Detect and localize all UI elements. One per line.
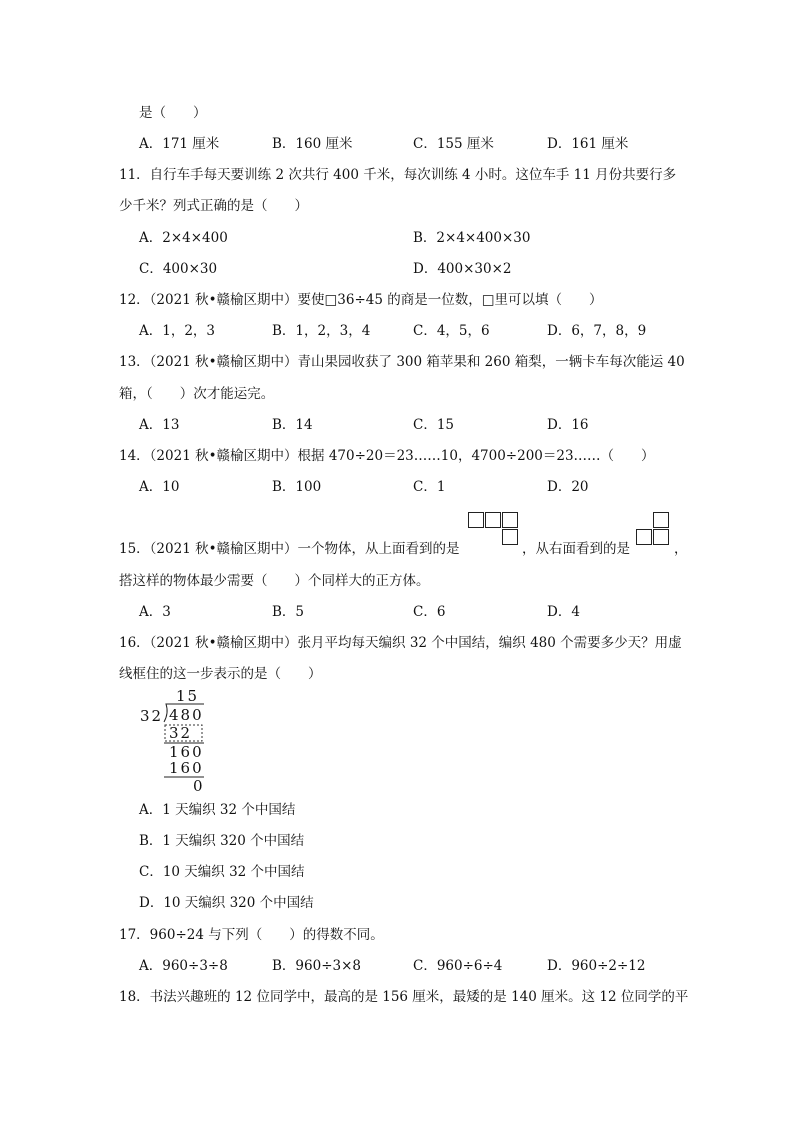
division-remainder: 0 <box>193 777 205 795</box>
right-view-cell <box>653 512 669 528</box>
q11-option-a[interactable]: A．2×4×400 <box>139 230 228 246</box>
q10-option-c[interactable]: C．155 厘米 <box>413 136 494 152</box>
division-step1: 32 <box>169 724 193 742</box>
q14-option-b[interactable]: B．100 <box>272 479 322 495</box>
top-view-figure <box>468 512 522 548</box>
q12-option-d[interactable]: D．6，7，8，9 <box>547 323 647 339</box>
q12-option-c[interactable]: C．4，5，6 <box>413 323 490 339</box>
q14-option-a[interactable]: A．10 <box>139 479 180 495</box>
right-view-cell <box>653 529 669 545</box>
right-view-cell <box>636 529 652 545</box>
division-dividend: 480 <box>169 706 204 724</box>
top-view-cell <box>502 512 518 528</box>
q15-option-d[interactable]: D．4 <box>547 604 580 620</box>
q15-option-c[interactable]: C．6 <box>413 604 446 620</box>
q10-option-a[interactable]: A．171 厘米 <box>139 136 220 152</box>
q12-stem: 12．（2021 秋•赣榆区期中）要使□36÷45 的商是一位数，□里可以填（ ） <box>119 292 603 308</box>
q16-option-a[interactable]: A．1 天编织 32 个中国结 <box>139 802 296 818</box>
top-view-cell <box>502 529 518 545</box>
q16-stem-line1: 16．（2021 秋•赣榆区期中）张月平均每天编织 32 个中国结，编织 480 个需要多少天？用虚 <box>119 635 682 651</box>
q17-option-c[interactable]: C．960÷6÷4 <box>413 958 503 974</box>
q11-option-d[interactable]: D．400×30×2 <box>413 261 512 277</box>
q10-option-d[interactable]: D．161 厘米 <box>547 136 629 152</box>
long-division-figure <box>136 688 216 796</box>
q13-option-c[interactable]: C．15 <box>413 417 455 433</box>
q15-stem-line1-a: 15．（2021 秋•赣榆区期中）一个物体，从上面看到的是 <box>119 541 460 557</box>
q11-option-b[interactable]: B．2×4×400×30 <box>413 230 531 246</box>
q11-stem-line1: 11．自行车手每天要训练 2 次共行 400 千米，每次训练 4 小时。这位车手 11 月份共要行多 <box>119 167 677 183</box>
q13-option-d[interactable]: D．16 <box>547 417 589 433</box>
q17-stem: 17．960÷24 与下列（ ）的得数不同。 <box>119 927 384 943</box>
division-step3: 160 <box>169 759 204 777</box>
q14-option-d[interactable]: D．20 <box>547 479 589 495</box>
q12-option-a[interactable]: A．1，2，3 <box>139 323 216 339</box>
q16-option-c[interactable]: C．10 天编织 32 个中国结 <box>139 864 305 880</box>
q17-option-a[interactable]: A．960÷3÷8 <box>139 958 228 974</box>
top-view-cell <box>485 512 501 528</box>
q15-option-b[interactable]: B．5 <box>272 604 305 620</box>
q14-stem: 14．（2021 秋•赣榆区期中）根据 470÷20＝23……10，4700÷200＝23……（ ） <box>119 448 655 464</box>
q13-option-a[interactable]: A．13 <box>139 417 180 433</box>
q17-option-b[interactable]: B．960÷3×8 <box>272 958 361 974</box>
right-view-figure <box>636 512 674 548</box>
q13-option-b[interactable]: B．14 <box>272 417 313 433</box>
q10-option-b[interactable]: B．160 厘米 <box>272 136 353 152</box>
q15-option-a[interactable]: A．3 <box>139 604 171 620</box>
q15-stem-line1-b: ，从右面看到的是 <box>522 541 630 557</box>
division-quotient: 15 <box>176 687 200 705</box>
q10-stem-tail: 是（ ） <box>139 105 207 121</box>
q13-stem-line1: 13．（2021 秋•赣榆区期中）青山果园收获了 300 箱苹果和 260 箱梨，一辆卡车每次能运 40 <box>119 354 685 370</box>
q16-stem-line2: 线框住的这一步表示的是（ ） <box>119 666 322 682</box>
q18-stem-line1: 18．书法兴趣班的 12 位同学中，最高的是 156 厘米，最矮的是 140 厘米。这 12 位同学的平 <box>119 989 689 1005</box>
q12-option-b[interactable]: B．1，2，3，4 <box>272 323 371 339</box>
top-view-cell <box>468 512 484 528</box>
q16-option-d[interactable]: D．10 天编织 320 个中国结 <box>139 895 314 911</box>
q11-option-c[interactable]: C．400×30 <box>139 261 218 277</box>
q15-stem-line1-c: ， <box>674 541 688 557</box>
q15-stem-line2: 搭这样的物体最少需要（ ）个同样大的正方体。 <box>119 573 430 589</box>
q14-option-c[interactable]: C．1 <box>413 479 446 495</box>
q13-stem-line2: 箱，（ ）次才能运完。 <box>119 386 275 402</box>
q16-option-b[interactable]: B．1 天编织 320 个中国结 <box>139 833 305 849</box>
division-divisor: 32 <box>140 707 164 725</box>
q17-option-d[interactable]: D．960÷2÷12 <box>547 958 646 974</box>
q11-stem-line2: 少千米？列式正确的是（ ） <box>119 198 308 214</box>
division-step2: 160 <box>169 743 204 761</box>
